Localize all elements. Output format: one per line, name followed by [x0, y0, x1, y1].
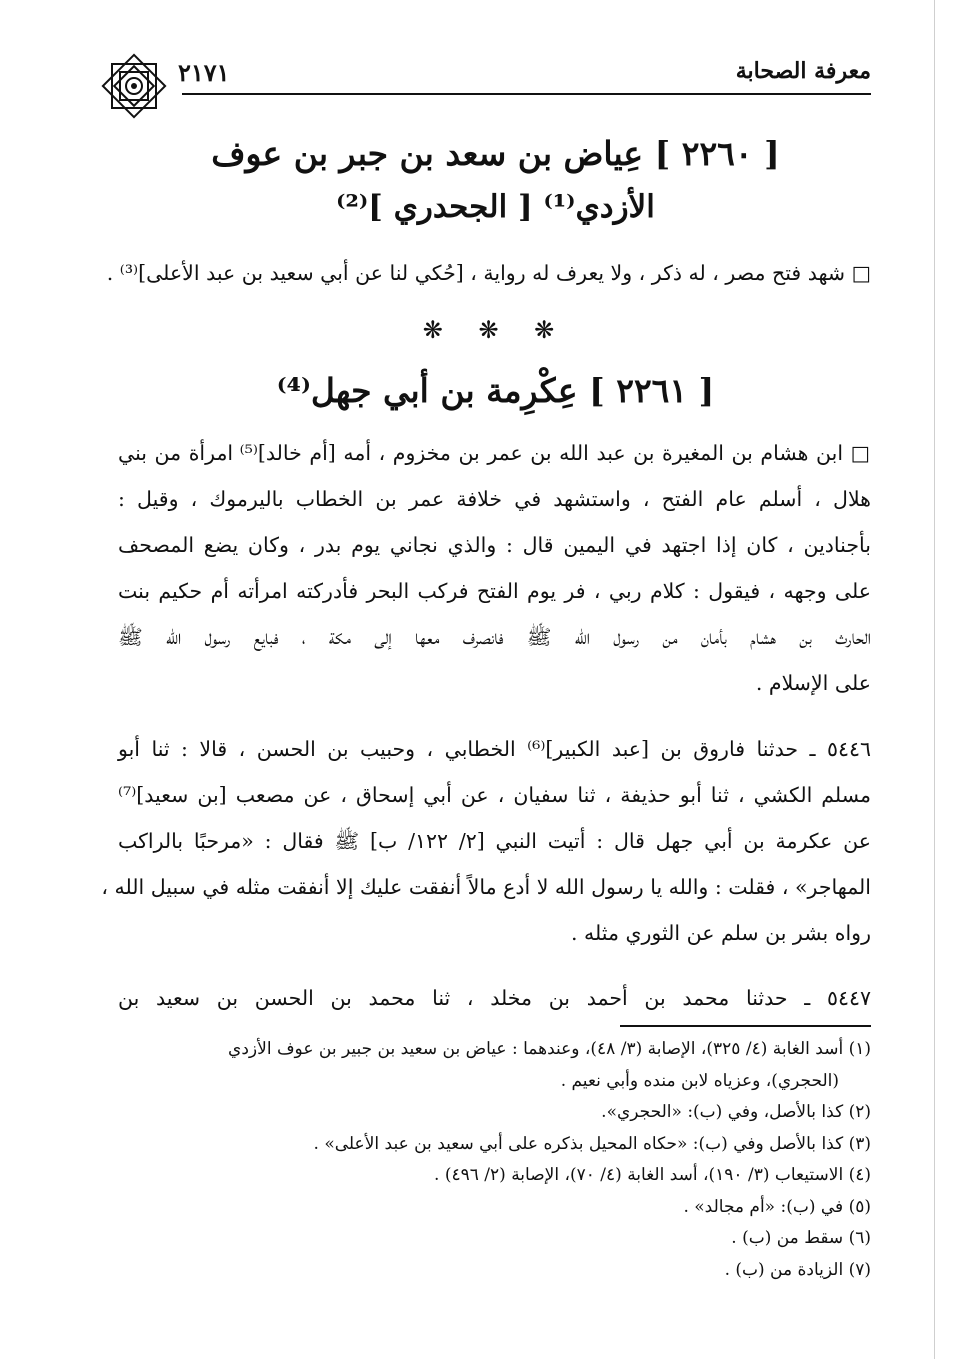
- running-title: معرفة الصحابة: [735, 58, 871, 84]
- text-line: رواه بشر بن سلم عن الثوري مثله .: [570, 921, 871, 945]
- footnote-5: (٥) في (ب): «أم مجالد» .: [683, 1196, 871, 1217]
- page-number: ٢١٧١: [178, 58, 230, 87]
- text-line: هلال ، أسلم عام الفتح ، واستشهد في خلافة عمر بن الخطاب باليرموك ، وقيل :: [118, 487, 871, 511]
- footnote-6: (٦) سقط من (ب) .: [731, 1228, 871, 1248]
- text-line: بأجنادين ، كان إذا اجتهد في اليمين قال : والذي نجاني يوم بدر ، وكان يضع المصحف: [118, 533, 871, 557]
- paragraph-intro: [106, 250, 871, 296]
- paragraph-hadith-5446: [101, 726, 872, 956]
- footnote-7: (٧) الزيادة من (ب) .: [724, 1259, 871, 1280]
- page-edge-line: [934, 0, 935, 1359]
- text-line: مسلم الكشي ، ثنا أبو حذيفة ، ثنا سفيان ، عن أبي إسحاق ، عن مصعب [بن سعيد]⁽⁷⁾: [118, 783, 871, 807]
- octagon-star-ornament-icon: [98, 50, 170, 122]
- text-line: ٥٤٤٧ ـ حدثنا محمد بن أحمد بن مخلد ، ثنا محمد بن الحسن بن سعيد بن: [118, 986, 871, 1010]
- text-line: ٥٤٤٦ ـ حدثنا فاروق بن [عبد الكبير]⁽⁶⁾ الخطابي ، وحبيب بن الحسن ، قالا : ثنا أبو: [118, 737, 872, 761]
- text-line: □ ابن هشام بن المغيرة بن عبد الله بن عمر بن مخزوم ، أمه [أم خالد]⁽⁵⁾ امرأة من بني: [118, 441, 871, 465]
- footnote-2: (٢) كذا بالأصل، وفي (ب): «الحجري».: [601, 1102, 871, 1122]
- text-line: المهاجر» ، فقلت : والله يا رسول الله لا أدع مالاً أنفقت عليك إلا أنفقت مثله في سبيل الله ،: [101, 875, 871, 899]
- entry-title-2261: [ ٢٢٦١ ] عِكْرِمة بن أبي جهل⁽⁴⁾: [276, 371, 715, 410]
- footnote-rule: [620, 1025, 871, 1027]
- text-line: على الإسلام .: [755, 671, 871, 695]
- text-line: الحارث بن هشام بأمان من رسول الله ﷺ فانصرف معها إلى مكة ، فبايع رسول الله ﷺ: [118, 625, 871, 649]
- section-separator: ❋ ❋ ❋: [422, 316, 569, 344]
- entry-title-2260-line1: [ ٢٢٦٠ ] عِياض بن سعد بن جبر بن عوف: [211, 134, 780, 173]
- footnote-4: (٤) الاستيعاب (٣/ ١٩٠)، أسد الغابة (٤/ ٧٠)، الإصابة (٢/ ٤٩٦) .: [434, 1165, 871, 1185]
- footnote-1: (١) أسد الغابة (٤/ ٣٢٥)، الإصابة (٣/ ٤٨)، وعندهما : عياض بن سعيد بن جبير بن عوف الأزدي: [228, 1039, 871, 1059]
- text-line: على وجهه ، فيقول : كلام ربي ، فر يوم الفتح فركب البحر فأدركته امرأته أم حكيم بنت: [118, 579, 871, 603]
- footnote-3: (٣) كذا بالأصل وفي (ب): «حكاه المحيل بذكره على أبي سعيد بن عبد الأعلى» .: [313, 1133, 871, 1154]
- paragraph-biography: [118, 430, 871, 706]
- text-line: □ شهد فتح مصر ، له ذكر ، ولا يعرف له رواية ، [حُكي لنا عن أبي سعيد بن عبد الأعلى]⁽³⁾ .: [106, 261, 871, 285]
- footnote-1-continued: (الحجري)، وعزياه لابن منده وأبي نعيم .: [560, 1070, 839, 1091]
- entry-title-2260-line2: الأزدي⁽¹⁾ [ الجحدري ]⁽²⁾: [336, 189, 655, 225]
- text-line: عن عكرمة بن أبي جهل قال : أتيت النبي [٢/ ١٢٢/ ب] ﷺ فقال : «مرحبًا بالراكب: [118, 829, 871, 853]
- header-rule: [182, 93, 871, 95]
- paragraph-hadith-5447: [118, 975, 871, 1021]
- footnotes: [100, 1034, 871, 1286]
